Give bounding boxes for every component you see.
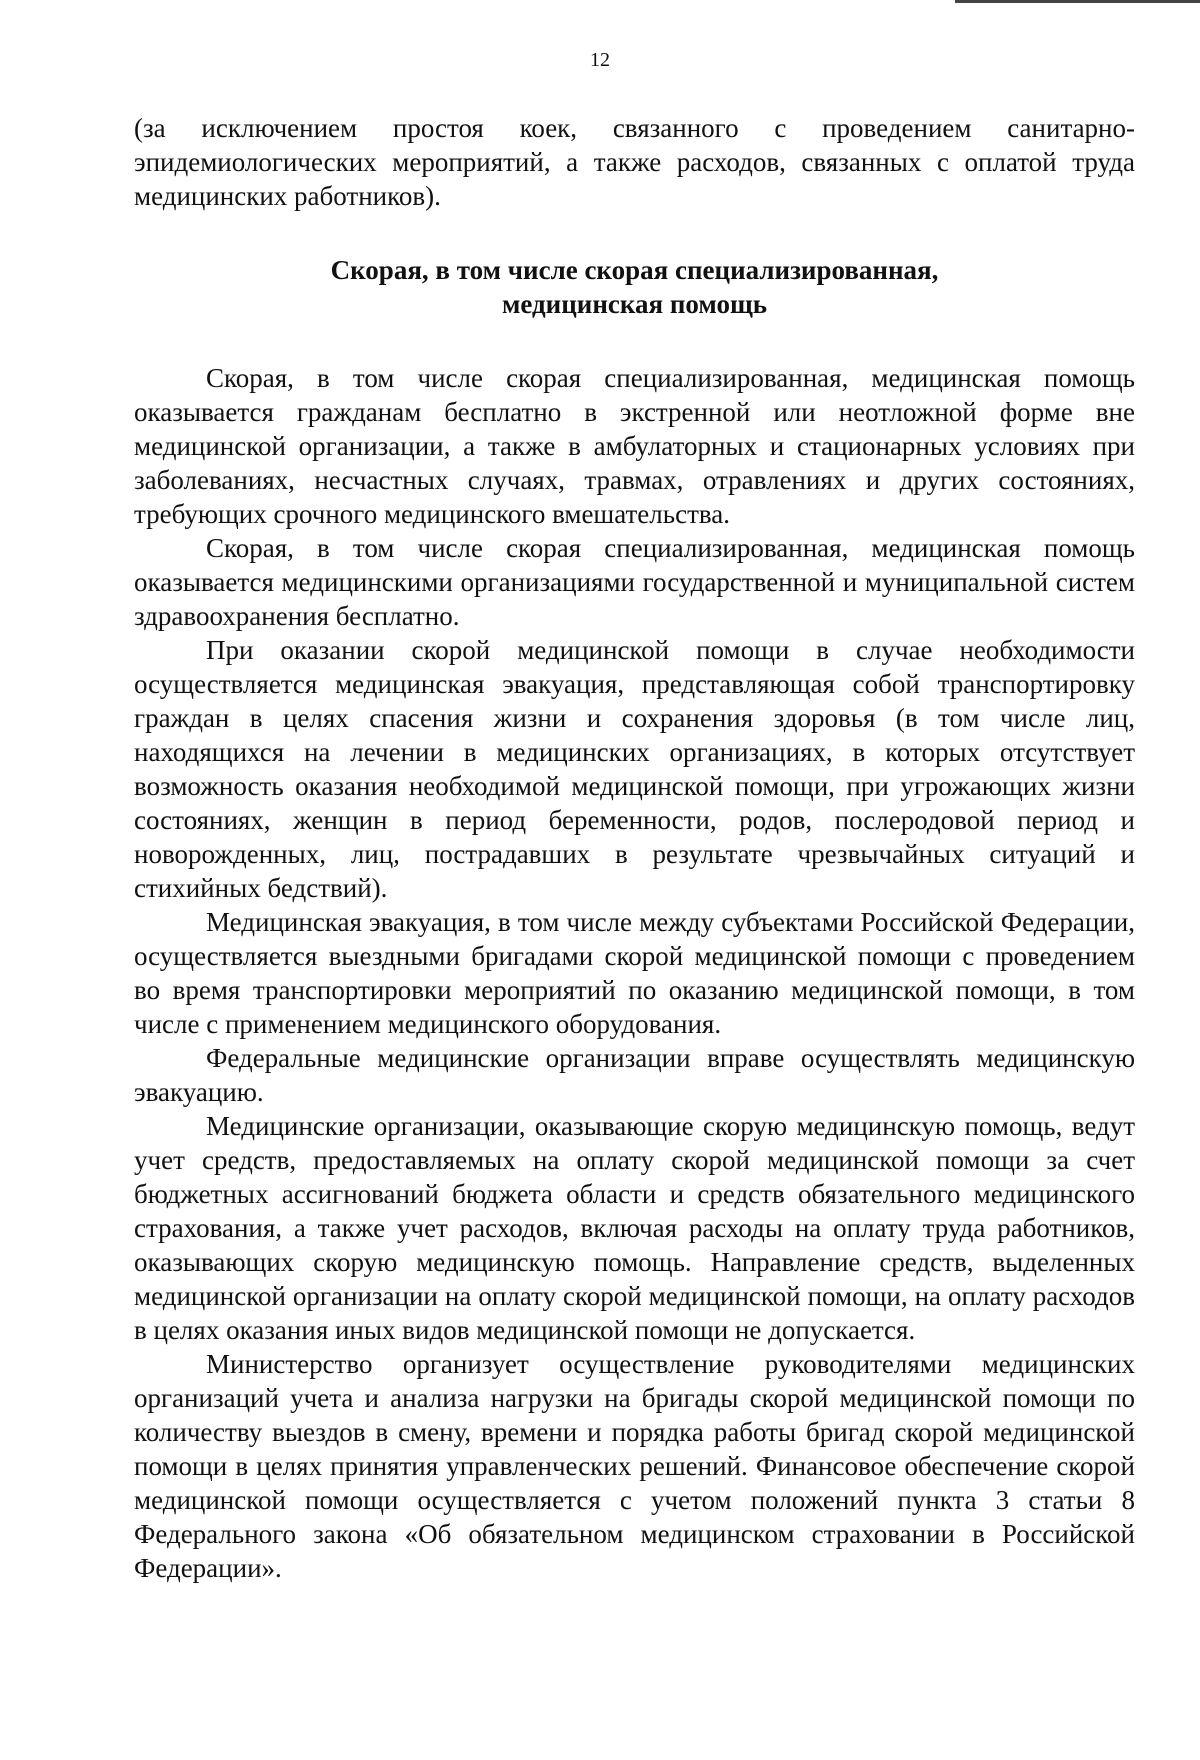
scan-edge-line <box>955 0 1200 3</box>
section-heading-line-1: Скорая, в том числе скорая специализированная, <box>330 255 939 285</box>
paragraph: При оказании скорой медицинской помощи в случае необходимости осуществляется медицинская эвакуация, представляющая собой транспортировку граждан в целях спасения жизни и сохранения здоровья (в том числе лиц, находящихся на лечении в медицинских организациях, в которых отсутствует возможность оказания необходимой медицинской помощи, при угрожающих жизни состояниях, женщин в период беременности, родов, послеродовой период и новорожденных, лиц, пострадавших в результате чрезвычайных ситуаций и стихийных бедствий). <box>134 635 1135 903</box>
section-heading-line-2: медицинская помощь <box>501 289 768 319</box>
section-heading <box>134 253 1135 321</box>
paragraph: Медицинские организации, оказывающие скорую медицинскую помощь, ведут учет средств, предоставляемых на оплату скорой медицинской помощи за счет бюджетных ассигнований бюджета области и средств обязательного медицинского страхования, а также учет расходов, включая расходы на оплату труда работников, оказывающих скорую медицинскую помощь. Направление средств, выделенных медицинской организации на оплату скорой медицинской помощи, на оплату расходов в целях оказания иных видов медицинской помощи не допускается. <box>134 1111 1135 1345</box>
paragraph: Федеральные медицинские организации вправе осуществлять медицинскую эвакуацию. <box>134 1043 1135 1107</box>
document-body <box>134 111 1135 1585</box>
paragraph: Скорая, в том числе скорая специализированная, медицинская помощь оказывается медицинскими организациями государственной и муниципальной систем здравоохранения бесплатно. <box>134 533 1135 631</box>
paragraph: Медицинская эвакуация, в том числе между субъектами Российской Федерации, осуществляется выездными бригадами скорой медицинской помощи с проведением во время транспортировки мероприятий по оказанию медицинской помощи, в том числе с применением медицинского оборудования. <box>134 907 1135 1039</box>
paragraph: Министерство организует осуществление руководителями медицинских организаций учета и анализа нагрузки на бригады скорой медицинской помощи по количеству выездов в смену, времени и порядка работы бригад скорой медицинской помощи в целях принятия управленческих решений. Финансовое обеспечение скорой медицинской помощи осуществляется с учетом положений пункта 3 статьи 8 Федерального закона «Об обязательном медицинском страховании в Российской Федерации». <box>134 1349 1135 1583</box>
paragraph: Скорая, в том числе скорая специализированная, медицинская помощь оказывается гражданам бесплатно в экстренной или неотложной форме вне медицинской организации, а также в амбулаторных и стационарных условиях при заболеваниях, несчастных случаях, травмах, отравлениях и других состояниях, требующих срочного медицинского вмешательства. <box>134 363 1135 529</box>
page-number: 12 <box>590 49 610 71</box>
continuation-text: (за исключением простоя коек, связанного с проведением санитарно-эпидемиологических мероприятий, а также расходов, связанных с оплатой труда медицинских работников). <box>134 113 1135 211</box>
